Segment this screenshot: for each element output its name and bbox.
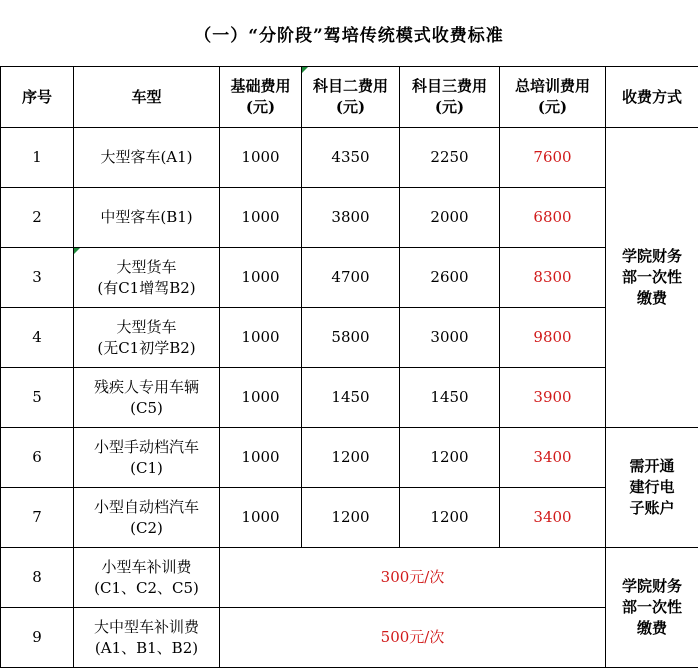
header-total xyxy=(500,67,606,128)
type-line: 残疾人专用车辆 xyxy=(94,378,199,396)
header-row xyxy=(1,67,698,128)
type-line: 小型自动档汽车 xyxy=(94,498,199,516)
base-cell: 1000 xyxy=(220,188,302,248)
total-cell: 6800 xyxy=(500,188,606,248)
header-base-unit: (元) xyxy=(246,98,275,116)
table-row xyxy=(1,368,698,428)
header-subj2 xyxy=(302,67,400,128)
payment-method-finance-retrain xyxy=(606,548,698,668)
header-subj3-unit: (元) xyxy=(435,98,464,116)
retraining-fee-cell: 300元/次 xyxy=(220,548,606,608)
subj2-cell: 5800 xyxy=(302,308,400,368)
type-line: (无C1初学B2) xyxy=(97,339,195,357)
base-cell: 1000 xyxy=(220,368,302,428)
base-cell: 1000 xyxy=(220,428,302,488)
type-cell xyxy=(74,368,220,428)
subj2-cell: 1450 xyxy=(302,368,400,428)
header-type: 车型 xyxy=(74,67,220,128)
table-row xyxy=(1,308,698,368)
subj2-cell: 1200 xyxy=(302,428,400,488)
header-method: 收费方式 xyxy=(606,67,698,128)
fee-table xyxy=(0,66,698,668)
payment-method-finance xyxy=(606,128,698,428)
header-subj3-label: 科目三费用 xyxy=(412,77,487,95)
subj3-cell: 2600 xyxy=(400,248,500,308)
subj2-cell: 3800 xyxy=(302,188,400,248)
method-text: 缴费 xyxy=(637,619,667,637)
method-text: 建行电 xyxy=(629,478,674,496)
retraining-fee-cell: 500元/次 xyxy=(220,608,606,668)
total-cell: 7600 xyxy=(500,128,606,188)
type-cell xyxy=(74,308,220,368)
base-cell: 1000 xyxy=(220,488,302,548)
type-line: 小型手动档汽车 xyxy=(94,438,199,456)
page-title: （一）“分阶段”驾培传统模式收费标准 xyxy=(0,0,698,66)
total-cell: 8300 xyxy=(500,248,606,308)
header-subj2-label: 科目二费用 xyxy=(313,77,388,95)
table-row xyxy=(1,488,698,548)
table-row xyxy=(1,608,698,668)
method-text: 学院财务 xyxy=(622,247,682,265)
type-cell: 中型客车(B1) xyxy=(74,188,220,248)
header-subj2-unit: (元) xyxy=(336,98,365,116)
base-cell: 1000 xyxy=(220,128,302,188)
subj3-cell: 1200 xyxy=(400,428,500,488)
type-line: (有C1增驾B2) xyxy=(97,279,195,297)
header-base xyxy=(220,67,302,128)
type-cell xyxy=(74,488,220,548)
subj3-cell: 2250 xyxy=(400,128,500,188)
seq-cell: 7 xyxy=(1,488,74,548)
table-row xyxy=(1,188,698,248)
base-cell: 1000 xyxy=(220,248,302,308)
type-cell: 大型客车(A1) xyxy=(74,128,220,188)
type-line: 大中型车补训费 xyxy=(94,618,199,636)
seq-cell: 1 xyxy=(1,128,74,188)
seq-cell: 8 xyxy=(1,548,74,608)
table-row xyxy=(1,128,698,188)
method-text: 需开通 xyxy=(629,457,674,475)
total-cell: 3900 xyxy=(500,368,606,428)
subj3-cell: 1200 xyxy=(400,488,500,548)
header-seq: 序号 xyxy=(1,67,74,128)
type-cell xyxy=(74,548,220,608)
total-cell: 3400 xyxy=(500,488,606,548)
base-cell: 1000 xyxy=(220,308,302,368)
seq-cell: 4 xyxy=(1,308,74,368)
type-line: (C1、C2、C5) xyxy=(94,579,199,597)
subj3-cell: 3000 xyxy=(400,308,500,368)
subj2-cell: 1200 xyxy=(302,488,400,548)
header-subj3 xyxy=(400,67,500,128)
type-line: 大型货车 xyxy=(116,318,176,336)
subj3-cell: 1450 xyxy=(400,368,500,428)
table-row xyxy=(1,248,698,308)
type-line: 大型货车 xyxy=(116,258,176,276)
header-total-label: 总培训费用 xyxy=(515,77,590,95)
type-line: 小型车补训费 xyxy=(101,558,191,576)
total-cell: 3400 xyxy=(500,428,606,488)
type-line: (C1) xyxy=(130,459,163,477)
seq-cell: 5 xyxy=(1,368,74,428)
type-line: (C5) xyxy=(130,399,163,417)
type-line: (C2) xyxy=(130,519,163,537)
subj3-cell: 2000 xyxy=(400,188,500,248)
method-text: 部一次性 xyxy=(622,268,682,286)
table-row xyxy=(1,428,698,488)
subj2-cell: 4350 xyxy=(302,128,400,188)
total-cell: 9800 xyxy=(500,308,606,368)
payment-method-ccb xyxy=(606,428,698,548)
method-text: 学院财务 xyxy=(622,577,682,595)
header-total-unit: (元) xyxy=(538,98,567,116)
seq-cell: 6 xyxy=(1,428,74,488)
header-base-label: 基础费用 xyxy=(230,77,290,95)
table-row xyxy=(1,548,698,608)
seq-cell: 9 xyxy=(1,608,74,668)
type-cell xyxy=(74,248,220,308)
type-line: (A1、B1、B2) xyxy=(95,639,198,657)
type-cell xyxy=(74,428,220,488)
method-text: 子账户 xyxy=(629,499,674,517)
method-text: 部一次性 xyxy=(622,598,682,616)
subj2-cell: 4700 xyxy=(302,248,400,308)
type-cell xyxy=(74,608,220,668)
seq-cell: 2 xyxy=(1,188,74,248)
method-text: 缴费 xyxy=(637,289,667,307)
seq-cell: 3 xyxy=(1,248,74,308)
